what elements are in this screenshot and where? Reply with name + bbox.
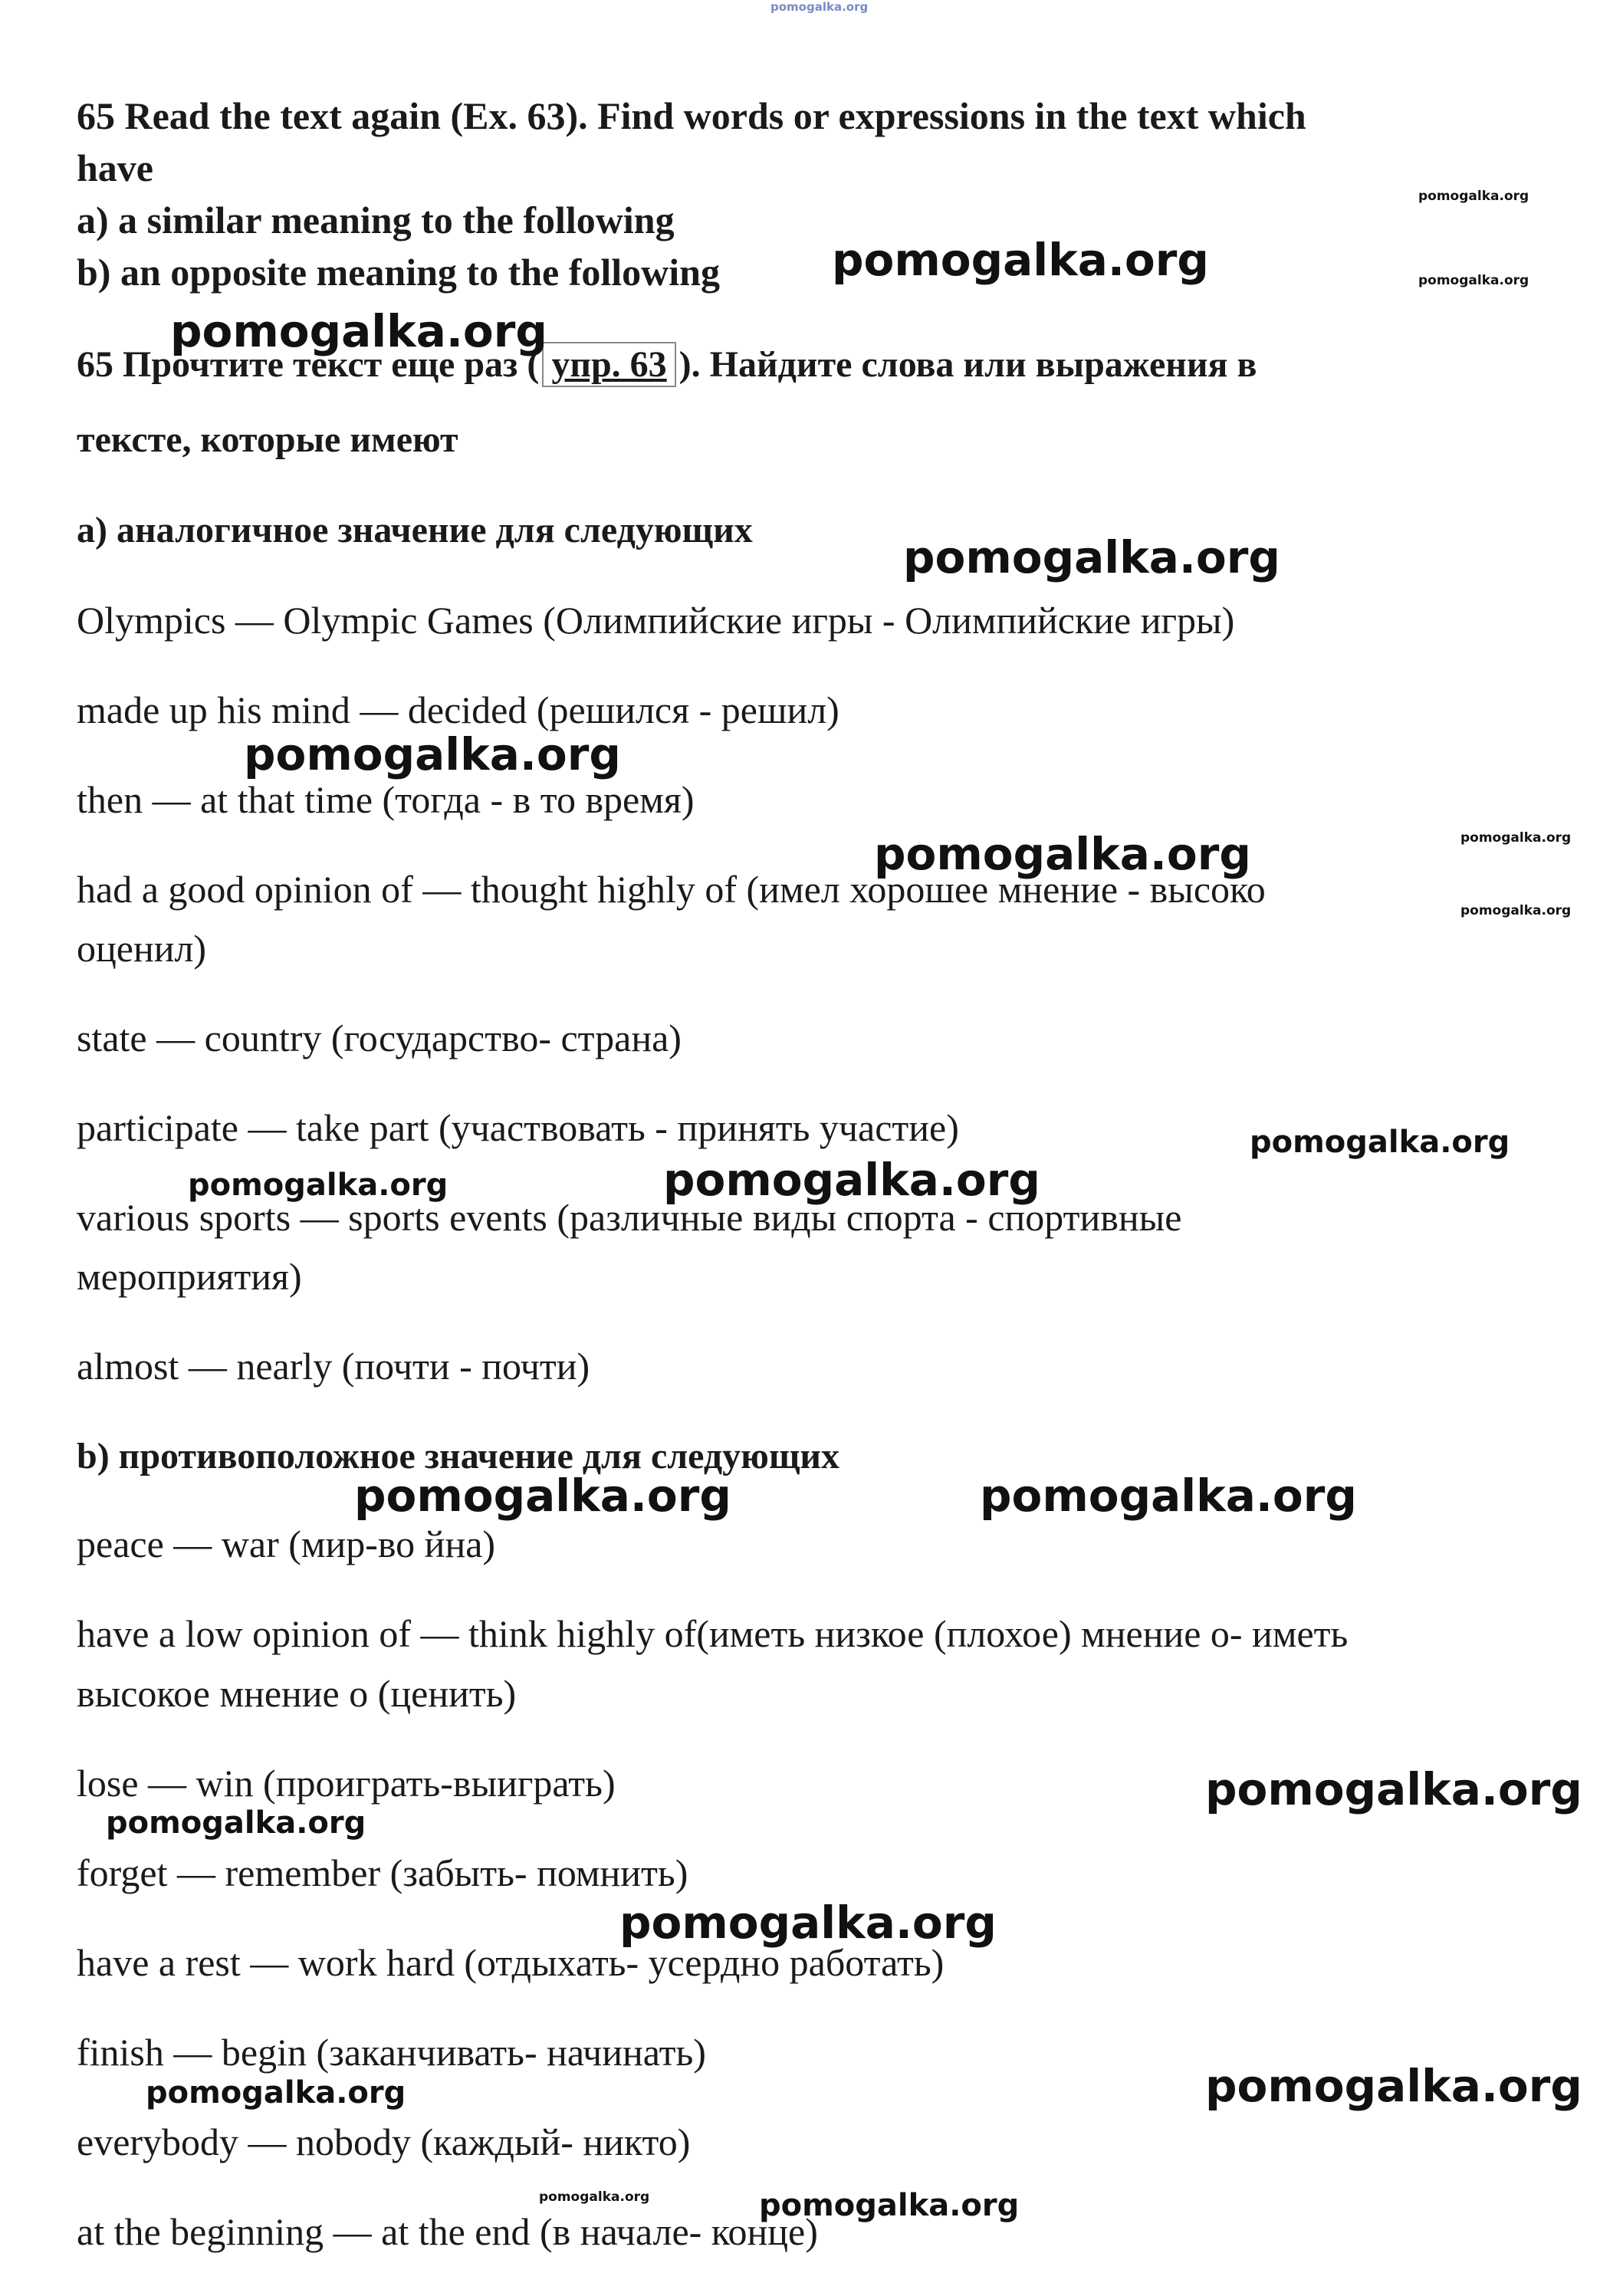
watermark: pomogalka.org (539, 2189, 650, 2205)
exercise-reference-link[interactable]: упр. 63 (542, 342, 675, 387)
list-item: высокое мнение о (ценить) (77, 1672, 517, 1715)
list-item: finish — begin (заканчивать- начинать) (77, 2031, 706, 2074)
list-item: Olympics — Olympic Games (Олимпийские игры - Олимпийские игры) (77, 599, 1235, 642)
list-item: almost — nearly (почти - почти) (77, 1345, 590, 1388)
watermark: pomogalka.org (1418, 273, 1529, 288)
list-item: forget — remember (забыть- помнить) (77, 1851, 688, 1894)
list-item: made up his mind — decided (решился - решил) (77, 688, 839, 731)
watermark: pomogalka.org (170, 305, 547, 357)
list-item: had a good opinion of — thought highly of (имел хорошее мнение - высоко (77, 868, 1266, 911)
list-item: peace — war (мир-во йна) (77, 1522, 496, 1565)
watermark: pomogalka.org (770, 0, 869, 14)
watermark: pomogalka.org (1205, 2060, 1582, 2112)
list-item: various sports — sports events (различные виды спорта - спортивные (77, 1196, 1182, 1239)
exercise-header-line2: have (77, 146, 153, 189)
watermark: pomogalka.org (106, 1805, 366, 1841)
watermark: pomogalka.org (980, 1470, 1357, 1522)
watermark: pomogalka.org (188, 1168, 448, 1203)
watermark: pomogalka.org (1460, 903, 1572, 918)
watermark: pomogalka.org (832, 234, 1209, 286)
list-item: мероприятия) (77, 1255, 302, 1298)
header-ru-suffix: ). Найдите слова или выражения в (678, 344, 1257, 385)
list-item: everybody — nobody (каждый- никто) (77, 2120, 691, 2163)
watermark: pomogalka.org (874, 828, 1251, 880)
list-item: have a rest — work hard (отдыхать- усердно работать) (77, 1941, 945, 1984)
exercise-header-line1: 65 Read the text again (Ex. 63). Find words or expressions in the text which (77, 94, 1306, 137)
watermark: pomogalka.org (759, 2188, 1020, 2223)
section-b-title: b) противоположное значение для следующих (77, 1436, 839, 1476)
watermark: pomogalka.org (1418, 189, 1529, 204)
watermark: pomogalka.org (1205, 1763, 1582, 1815)
list-item: participate — take part (участвовать - принять участие) (77, 1106, 959, 1149)
list-item: have a low opinion of — think highly of(иметь низкое (плохое) мнение о- иметь (77, 1612, 1349, 1655)
header-ru-prefix: 65 Прочтите текст еще раз ( (77, 344, 540, 385)
list-item: оценил) (77, 927, 207, 970)
list-item: lose — win (проиграть-выиграть) (77, 1762, 616, 1805)
watermark: pomogalka.org (903, 531, 1280, 583)
watermark: pomogalka.org (1250, 1125, 1510, 1160)
section-a-title: a) аналогичное значение для следующих (77, 510, 753, 550)
exercise-header-line3: a) a similar meaning to the following (77, 199, 675, 241)
list-item: at the beginning — at the end (в начале- конце) (77, 2210, 818, 2253)
watermark: pomogalka.org (1460, 830, 1572, 846)
watermark: pomogalka.org (146, 2075, 406, 2110)
exercise-header-line4: b) an opposite meaning to the following (77, 251, 720, 294)
watermark: pomogalka.org (663, 1154, 1040, 1206)
exercise-header-ru-line2: тексте, которые имеют (77, 419, 458, 460)
list-item: state — country (государство- страна) (77, 1017, 682, 1059)
watermark: pomogalka.org (619, 1897, 997, 1949)
watermark: pomogalka.org (244, 728, 621, 780)
watermark: pomogalka.org (354, 1470, 731, 1522)
list-item: then — at that time (тогда - в то время) (77, 778, 695, 821)
